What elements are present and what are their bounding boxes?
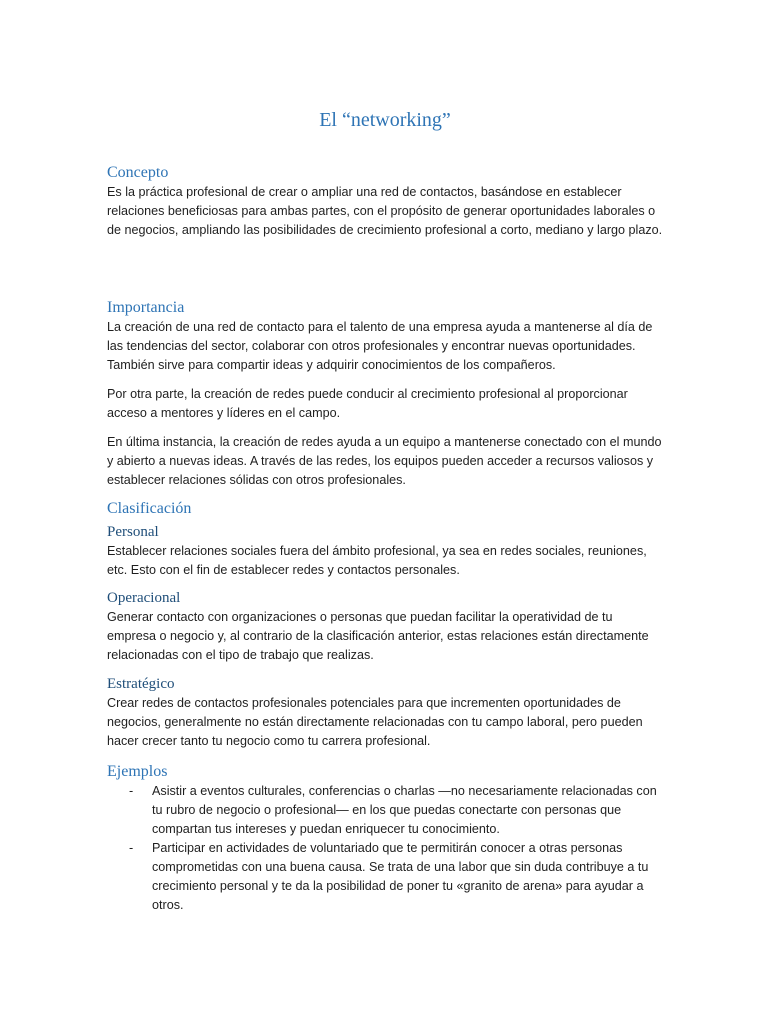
section-importancia [107, 298, 663, 490]
document-title: El “networking” [319, 109, 451, 131]
section-clasificacion [107, 499, 663, 519]
subsection-estrategico [107, 675, 663, 751]
dash-bullet: - [129, 841, 134, 855]
paragraph-operacional: Generar contacto con organizaciones o personas que puedan facilitar la operatividad de tu empresa o negocio y, al contrario de la clasificación anterior, estas relaciones están directamente relacionadas con el tipo de trabajo que realizas. [107, 610, 649, 662]
paragraph-concepto: Es la práctica profesional de crear o ampliar una red de contactos, basándose en establecer relaciones beneficiosas para ambas partes, con el propósito de generar oportunidades laborales o de negocios, ampliando las posibilidades de crecimiento profesional a corto, mediano y largo plazo. [107, 185, 663, 237]
paragraph-personal: Establecer relaciones sociales fuera del ámbito profesional, ya sea en redes sociales, reuniones, etc. Esto con el fin de establecer redes y contactos personales. [107, 544, 647, 577]
dash-bullet: - [129, 784, 134, 798]
list-item [107, 839, 663, 915]
subsection-personal [107, 523, 663, 580]
section-ejemplos [107, 762, 663, 915]
list-item-text: Asistir a eventos culturales, conferencias o charlas —no necesariamente relacionadas con tu rubro de negocio o profesional— en los que puedas conectarte con personas que compartan tus intereses y puedan enriquecer tu conocimiento. [152, 784, 657, 836]
paragraph-importancia-3: En última instancia, la creación de redes ayuda a un equipo a mantenerse conectado con el mundo y abierto a nuevas ideas. A través de las redes, los equipos pueden acceder a recursos valiosos y establecer relaciones sólidas con otros profesionales. [107, 435, 662, 487]
heading-concepto: Concepto [107, 164, 169, 181]
examples-list [107, 782, 663, 915]
heading-ejemplos: Ejemplos [107, 763, 168, 780]
heading-operacional: Operacional [107, 590, 181, 606]
heading-clasificacion: Clasificación [107, 500, 192, 517]
paragraph-estrategico: Crear redes de contactos profesionales potenciales para que incrementen oportunidades de negocios, generalmente no están directamente relacionadas con tu campo laboral, pero pueden hacer crecer tanto tu negocio como tu carrera profesional. [107, 696, 643, 748]
heading-personal: Personal [107, 524, 159, 540]
heading-estrategico: Estratégico [107, 676, 175, 692]
list-item-text: Participar en actividades de voluntariado que te permitirán conocer a otras personas comprometidas con una buena causa. Se trata de una labor que sin duda contribuye a tu crecimiento personal y te da la posibilidad de poner tu «granito de arena» para ayudar a otros. [152, 841, 649, 912]
section-concepto [107, 163, 663, 240]
heading-importancia: Importancia [107, 299, 185, 316]
paragraph-importancia-2: Por otra parte, la creación de redes puede conducir al crecimiento profesional al proporcionar acceso a mentores y líderes en el campo. [107, 387, 628, 420]
list-item [107, 782, 663, 839]
paragraph-importancia-1: La creación de una red de contacto para el talento de una empresa ayuda a mantenerse al día de las tendencias del sector, colaborar con otros profesionales y encontrar nuevas oportunidades. También sirve para compartir ideas y adquirir conocimientos de los compañeros. [107, 320, 653, 372]
subsection-operacional [107, 589, 663, 665]
